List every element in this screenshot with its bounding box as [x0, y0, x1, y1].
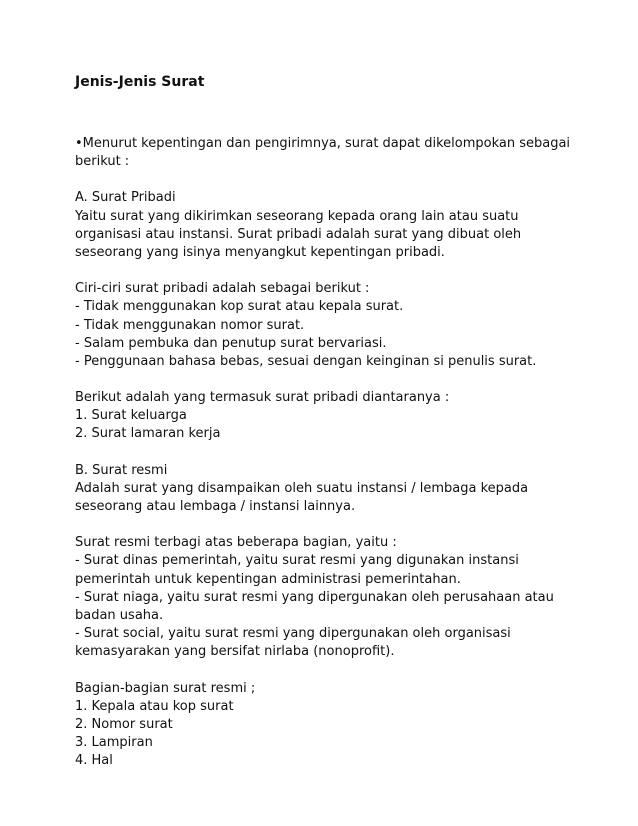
text-line: Bagian-bagian surat resmi ;	[75, 680, 256, 696]
paragraph-jenis-resmi	[75, 534, 595, 661]
document-title: Jenis-Jenis Surat	[75, 74, 205, 90]
text-line: Ciri-ciri surat pribadi adalah sebagai berikut :	[75, 281, 370, 297]
text-line: Berikut adalah yang termasuk surat pribadi diantaranya :	[75, 390, 450, 406]
list-item: - Tidak menggunakan kop surat atau kepala surat.	[75, 299, 404, 315]
paragraph-surat-pribadi	[75, 189, 595, 262]
paragraph-bagian-resmi	[75, 680, 595, 771]
list-item: - Salam pembuka dan penutup surat bervariasi.	[75, 335, 387, 351]
list-item: - Surat dinas pemerintah, yaitu surat resmi yang digunakan instansi	[75, 553, 519, 569]
list-item: 3. Lampiran	[75, 735, 153, 751]
text-line: seseorang atau lembaga / instansi lainnya.	[75, 499, 356, 514]
list-item: 1. Surat keluarga	[75, 408, 187, 424]
text-line: Adalah surat yang disampaikan oleh suatu instansi / lembaga kepada	[75, 480, 529, 496]
text-line: badan usaha.	[75, 607, 164, 623]
text-line: •Menurut kepentingan dan pengirimnya, surat dapat dikelompokan sebagai	[75, 136, 571, 151]
list-item: - Surat social, yaitu surat resmi yang dipergunakan oleh organisasi	[75, 626, 511, 642]
text-line: berikut :	[75, 154, 130, 170]
list-item: 1. Kepala atau kop surat	[75, 698, 234, 714]
list-item: 2. Nomor surat	[75, 716, 173, 732]
text-line: Yaitu surat yang dikirimkan seseorang kepada orang lain atau suatu	[75, 208, 519, 224]
section-heading: A. Surat Pribadi	[75, 190, 176, 206]
paragraph-surat-resmi	[75, 462, 595, 517]
paragraph-ciri-ciri	[75, 280, 595, 371]
text-line: Surat resmi terbagi atas beberapa bagian, yaitu :	[75, 535, 397, 551]
text-line: kemasyarakan yang bersifat nirlaba (nonoprofit).	[75, 644, 395, 660]
paragraph-intro	[75, 135, 595, 171]
text-line: seseorang yang isinya menyangkut kepentingan pribadi.	[75, 244, 445, 260]
document-page	[75, 72, 595, 770]
text-line: pemerintah untuk kepentingan administrasi pemerintahan.	[75, 571, 461, 587]
list-item: 4. Hal	[75, 753, 113, 769]
section-heading: B. Surat resmi	[75, 462, 168, 478]
paragraph-contoh-pribadi	[75, 389, 595, 444]
list-item: - Surat niaga, yaitu surat resmi yang dipergunakan oleh perusahaan atau	[75, 589, 554, 605]
list-item: - Tidak menggunakan nomor surat.	[75, 317, 305, 333]
list-item: - Penggunaan bahasa bebas, sesuai dengan keinginan si penulis surat.	[75, 353, 537, 369]
list-item: 2. Surat lamaran kerja	[75, 426, 221, 442]
text-line: organisasi atau instansi. Surat pribadi adalah surat yang dibuat oleh	[75, 226, 522, 242]
